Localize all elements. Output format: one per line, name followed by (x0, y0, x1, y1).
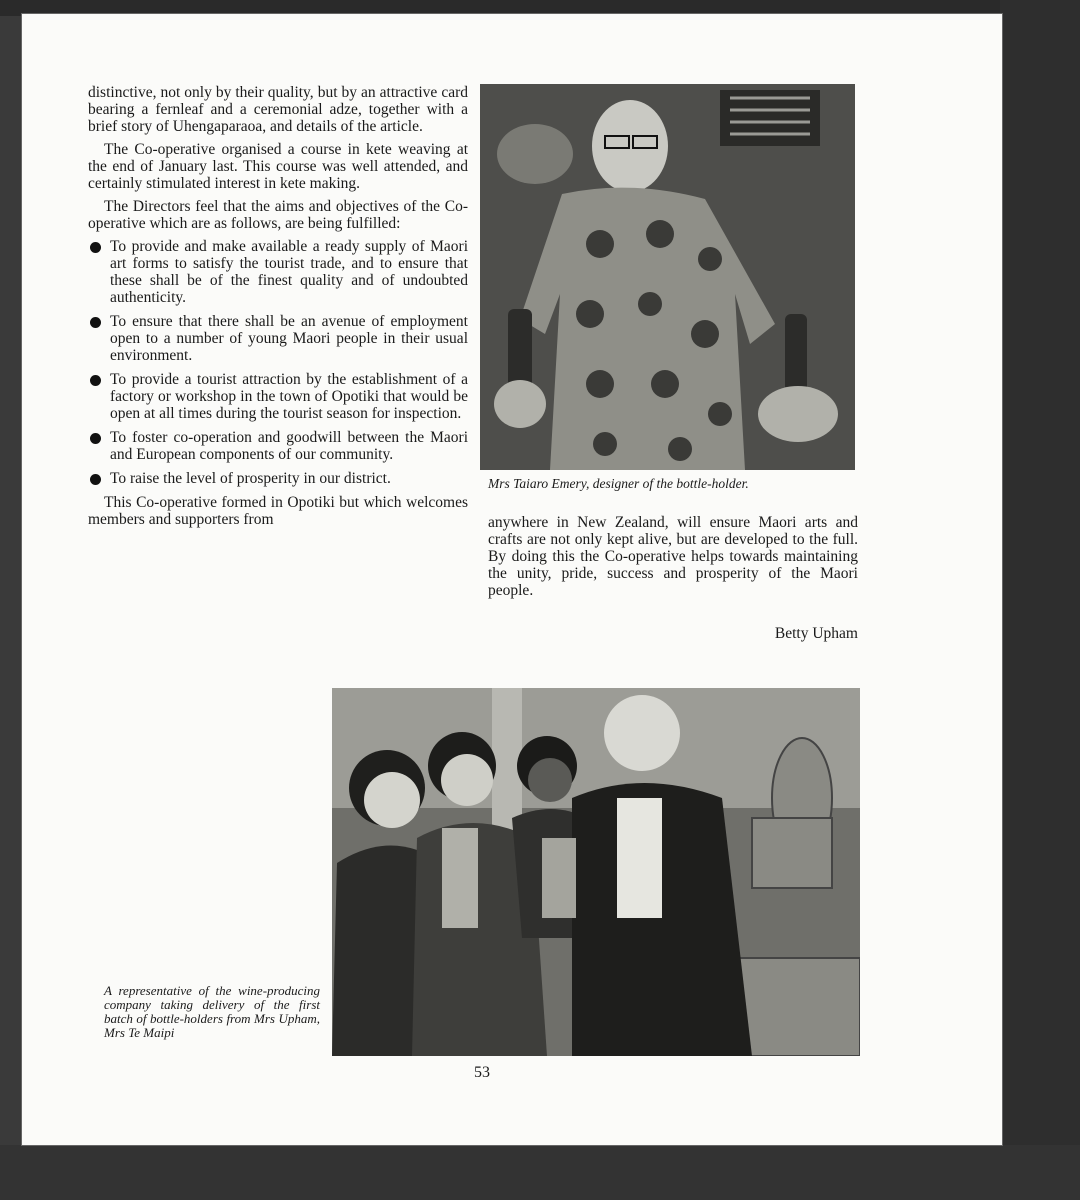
author-byline: Betty Upham (774, 625, 858, 642)
scan-border-right (1000, 0, 1080, 1200)
bullet-icon (90, 474, 101, 485)
photo-illustration (332, 688, 860, 1056)
bullet-icon (90, 317, 101, 328)
left-column (88, 84, 468, 534)
bullet-icon (90, 375, 101, 386)
paragraph: anywhere in New Zealand, will ensure Maori arts and crafts are not only kept alive, but are developed to the full. By doing this the Co-operative helps towards maintaining the unity, pride, success and prosperity of the Maori people. (488, 514, 858, 599)
bullet-icon (90, 242, 101, 253)
aims-list (88, 238, 468, 487)
list-item: To ensure that there shall be an avenue of employment open to a number of young Maori people in their usual environment. (88, 313, 468, 364)
paragraph: The Co-operative organised a course in kete weaving at the end of January last. This course was well attended, and certainly stimulated interest in kete making. (88, 141, 468, 192)
paragraph: distinctive, not only by their quality, but by an attractive card bearing a fernleaf and a ceremonial adze, together with a brief story of Uhengaparaoa, and details of the article. (88, 84, 468, 135)
bullet-icon (90, 433, 101, 444)
paragraph: The Directors feel that the aims and objectives of the Co-operative which are as follows, are being fulfilled: (88, 198, 468, 232)
photo-caption: Mrs Taiaro Emery, designer of the bottle-holder. (488, 476, 749, 491)
list-item: To provide a tourist attraction by the establishment of a factory or workshop in the town of Opotiki that would be open at all times during the tourist season for inspection. (88, 371, 468, 422)
list-item: To raise the level of prosperity in our district. (88, 470, 468, 487)
list-item: To provide and make available a ready supply of Maori art forms to satisfy the tourist trade, and to ensure that these shall be of the finest quality and of undoubted authenticity. (88, 238, 468, 306)
paragraph: This Co-operative formed in Opotiki but which welcomes members and supporters from (88, 494, 468, 528)
photo-bottle-holder-delivery (332, 688, 860, 1056)
page-number: 53 (474, 1064, 490, 1081)
photo-illustration (480, 84, 855, 470)
right-column (488, 514, 858, 599)
photo-caption: A representative of the wine-producing company taking delivery of the first batch of bottle-holders from Mrs Upham, Mrs Te Maipi (104, 983, 320, 1040)
list-item: To foster co-operation and goodwill between the Maori and European components of our community. (88, 429, 468, 463)
magazine-page (22, 14, 1002, 1145)
scan-border-bottom (0, 1145, 1080, 1200)
photo-mrs-taiaro-emery (480, 84, 855, 470)
